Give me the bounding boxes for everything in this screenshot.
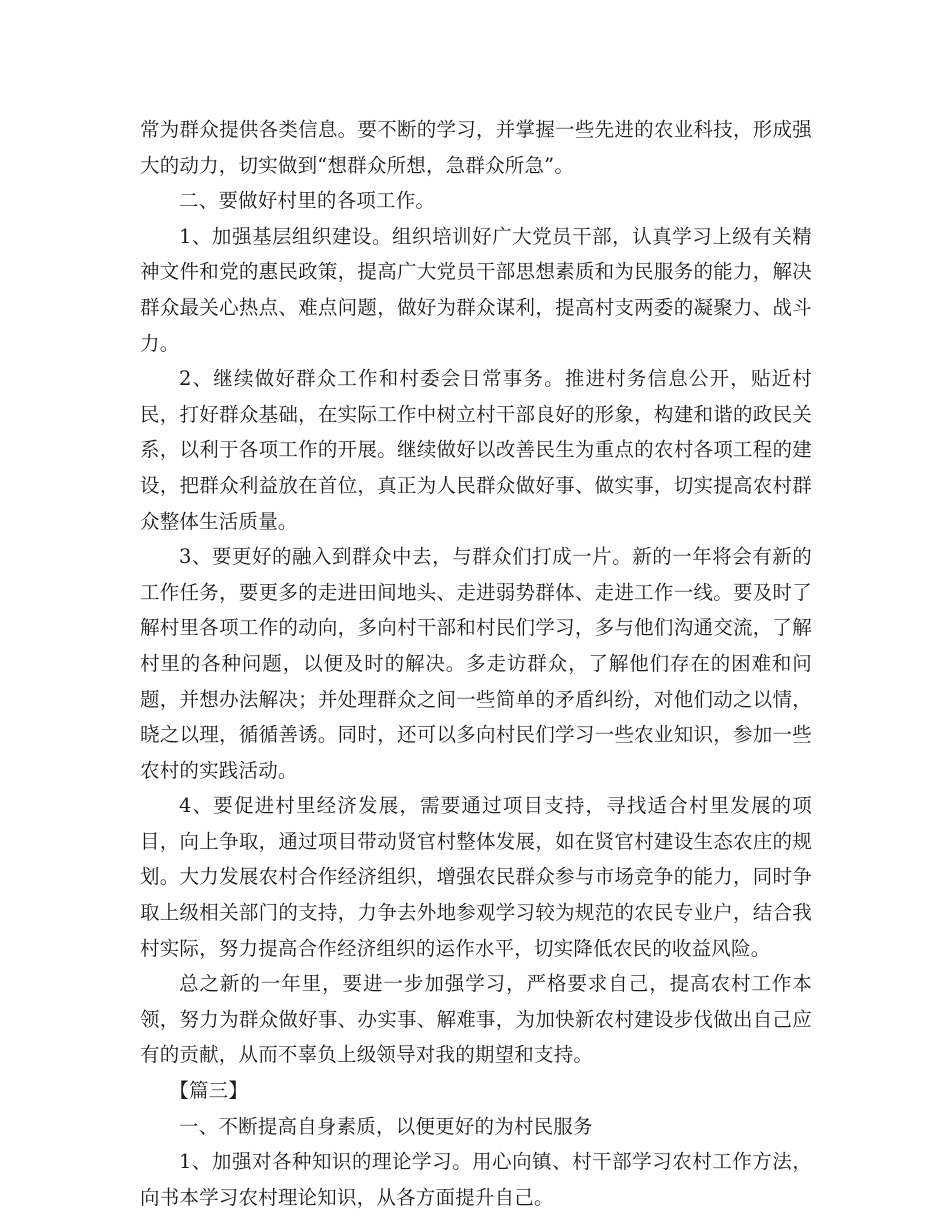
- paragraph-item-1: 1、加强基层组织建设。组织培训好广大党员干部，认真学习上级有关精神文件和党的惠民政策，提高广大党员干部思想素质和为民服务的能力，解决群众最关心热点、难点问题，做好为群众谋利，提高村支两委的凝聚力、战斗力。: [140, 224, 812, 355]
- section-heading-two: 二、要做好村里的各项工作。: [179, 189, 436, 213]
- chapter-heading: 【篇三】: [169, 1079, 249, 1103]
- paragraph-item-1b: 1、加强对各种知识的理论学习。用心向镇、村干部学习农村工作方法，向书本学习农村理论知识，从各方面提升自己。: [140, 1150, 812, 1209]
- paragraph-continuation: 常为群众提供各类信息。要不断的学习，并掌握一些先进的农业科技，形成强大的动力，切实做到“想群众所想，急群众所急”。: [140, 118, 812, 177]
- section-heading-one: 一、不断提高自身素质，以便更好的为村民服务: [179, 1114, 593, 1138]
- document-body: [140, 112, 812, 1215]
- paragraph-summary: 总之新的一年里，要进一步加强学习，严格要求自己，提高农村工作本领，努力为群众做好事、办实事、解难事，为加快新农村建设步伐做出自己应有的贡献，从而不辜负上级领导对我的期望和支持。: [140, 972, 812, 1067]
- paragraph-item-3: 3、要更好的融入到群众中去，与群众们打成一片。新的一年将会有新的工作任务，要更多的走进田间地头、走进弱势群体、走进工作一线。要及时了解村里各项工作的动向，多向村干部和村民们学习，多与他们沟通交流，了解村里的各种问题，以便及时的解决。多走访群众，了解他们存在的困难和问题，并想办法解决；并处理群众之间一些简单的矛盾纠纷，对他们动之以情，晓之以理，循循善诱。同时，还可以多向村民们学习一些农业知识，参加一些农村的实践活动。: [140, 545, 812, 782]
- paragraph-item-4: 4、要促进村里经济发展，需要通过项目支持，寻找适合村里发展的项目，向上争取，通过项目带动贤官村整体发展，如在贤官村建设生态农庄的规划。大力发展农村合作经济组织，增强农民群众参与市场竞争的能力，同时争取上级相关部门的支持，力争去外地参观学习较为规范的农民专业户，结合我村实际，努力提高合作经济组织的运作水平，切实降低农民的收益风险。: [140, 794, 812, 960]
- paragraph-item-2: 2、继续做好群众工作和村委会日常事务。推进村务信息公开，贴近村民，打好群众基础，在实际工作中树立村干部良好的形象，构建和谐的政民关系，以利于各项工作的开展。继续做好以改善民生为重点的农村各项工程的建设，把群众利益放在首位，真正为人民群众做好事、做实事，切实提高农村群众整体生活质量。: [140, 367, 812, 533]
